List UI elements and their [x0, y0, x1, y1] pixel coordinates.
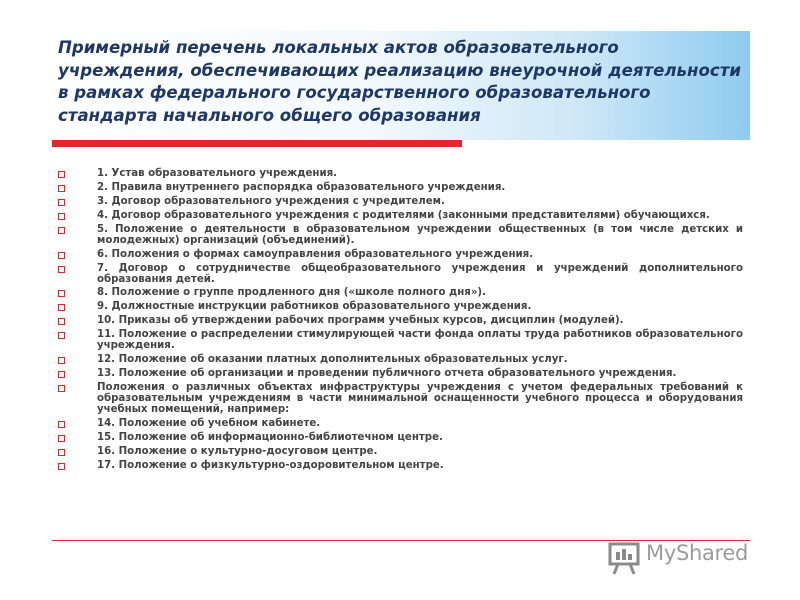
title-accent-bar [52, 140, 462, 147]
list-item [57, 355, 743, 366]
list-item-text: 4. Договор образовательного учреждения с родителями (законными представителями) обучающихся. [97, 209, 710, 221]
list-item-text: 14. Положение об учебном кабинете. [97, 417, 321, 429]
list-item [57, 447, 743, 458]
list-item-text: 7. Договор о сотрудничестве общеобразовательного учреждения и учреждений дополнительного образования детей. [97, 262, 743, 285]
list-item [57, 330, 743, 352]
square-bullet-icon [58, 435, 65, 442]
watermark-text: MyShared [646, 541, 749, 565]
list-item-text: 8. Положение о группе продленного дня («школе полного дня»). [97, 287, 486, 299]
square-bullet-icon [58, 266, 65, 273]
square-bullet-icon [58, 185, 65, 192]
square-bullet-icon [58, 332, 65, 339]
list-item-text: 11. Положение о распределении стимулирующей части фонда оплаты труда работников образовательного учреждения. [97, 329, 743, 352]
slide-title: Примерный перечень локальных актов образовательного учреждения, обеспечивающих реализацию внеурочной деятельности в рамках федерального государственного образовательного стандарта начального общего образования [58, 38, 741, 125]
square-bullet-icon [58, 227, 65, 234]
square-bullet-icon [58, 421, 65, 428]
list-item [57, 302, 743, 313]
list-item [57, 264, 743, 286]
square-bullet-icon [58, 318, 65, 325]
list-item-text: 5. Положение о деятельности в образовательном учреждении общественных (в том числе детских и молодежных) организаций (объединений). [97, 223, 743, 246]
square-bullet-icon [58, 304, 65, 311]
square-bullet-icon [58, 171, 65, 178]
list-item-text: Положения о различных объектах инфраструктуры учреждения с учетом федеральных требований к образовательным учреждениям в части минимальной оснащенности учебного процесса и оборудования учебных помещений, например: [97, 382, 743, 415]
document-list [57, 169, 743, 475]
list-item-text: 17. Положение о физкультурно-оздоровительном центре. [97, 459, 444, 471]
list-item [57, 197, 743, 208]
list-item-text: 10. Приказы об утверждении рабочих программ учебных курсов, дисциплин (модулей). [97, 315, 624, 327]
square-bullet-icon [58, 213, 65, 220]
square-bullet-icon [58, 371, 65, 378]
list-item-text: 13. Положение об организации и проведении публичного отчета образовательного учреждения. [97, 368, 677, 380]
list-item [57, 383, 743, 415]
list-item [57, 288, 743, 299]
watermark-logo [606, 538, 776, 578]
square-bullet-icon [58, 449, 65, 456]
square-bullet-icon [58, 385, 65, 392]
list-item [57, 433, 743, 444]
presentation-board-icon [606, 538, 644, 576]
list-item [57, 183, 743, 194]
list-item [57, 369, 743, 380]
square-bullet-icon [58, 463, 65, 470]
list-item [57, 211, 743, 222]
list-item-text: 12. Положение об оказании платных дополнительных образовательных услуг. [97, 354, 568, 366]
list-item [57, 316, 743, 327]
square-bullet-icon [58, 252, 65, 259]
list-item-text: 9. Должностные инструкции работников образовательного учреждения. [97, 301, 532, 313]
list-item [57, 419, 743, 430]
list-item-text: 3. Договор образовательного учреждения с учредителем. [97, 195, 445, 207]
list-item-text: 6. Положения о формах самоуправления образовательного учреждения. [97, 248, 534, 260]
square-bullet-icon [58, 290, 65, 297]
list-item-text: 1. Устав образовательного учреждения. [97, 168, 338, 179]
list-item [57, 461, 743, 472]
list-item-text: 15. Положение об информационно-библиотечном центре. [97, 431, 443, 443]
list-item-text: 2. Правила внутреннего распорядка образовательного учреждения. [97, 181, 506, 193]
list-item [57, 250, 743, 261]
list-item-text: 16. Положение о культурно-досуговом центре. [97, 445, 378, 457]
list-item [57, 225, 743, 247]
list-item [57, 169, 743, 180]
square-bullet-icon [58, 357, 65, 364]
square-bullet-icon [58, 199, 65, 206]
